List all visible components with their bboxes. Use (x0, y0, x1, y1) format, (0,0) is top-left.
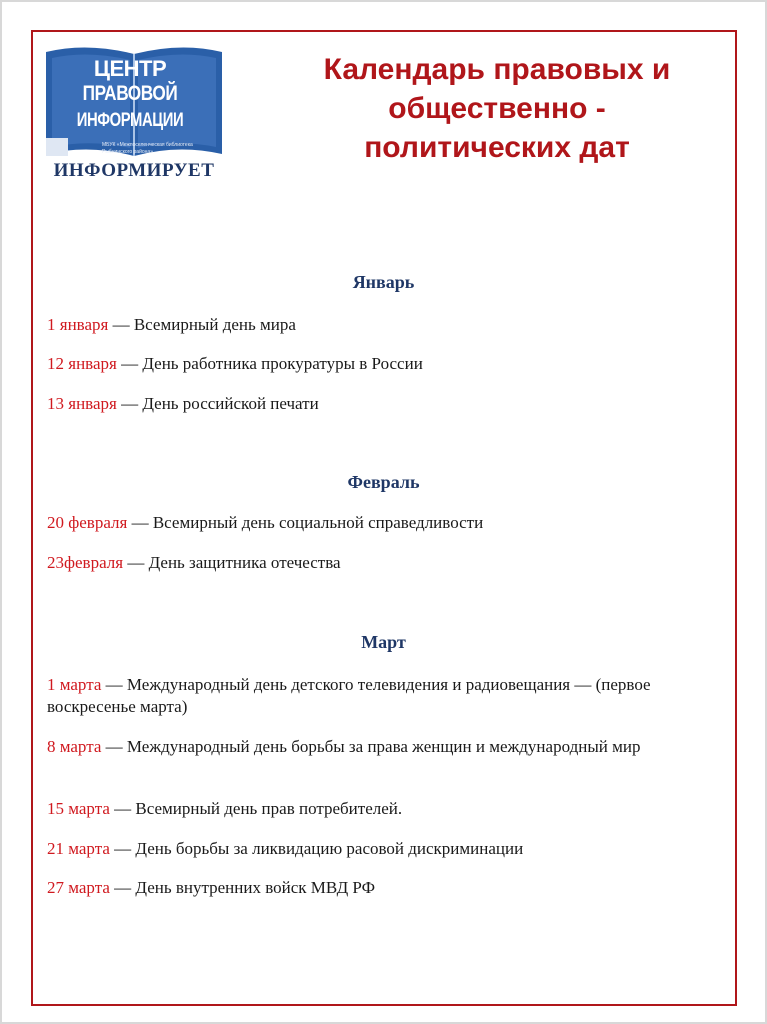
title-line-2: общественно - (388, 92, 606, 125)
entry-date: 21 марта (47, 839, 110, 858)
entry-text: — День работника прокуратуры в России (116, 354, 423, 373)
list-item (47, 552, 717, 574)
entry-text: — День внутренних войск МВД РФ (109, 878, 376, 897)
list-item (47, 877, 717, 899)
entry-text: — Всемирный день мира (108, 315, 296, 334)
list-item (47, 674, 717, 718)
logo (42, 44, 226, 184)
month-heading-january: Январь (352, 272, 415, 292)
entry-text: — День борьбы за ликвидацию расовой дискриминации (109, 839, 524, 858)
list-item (47, 314, 717, 336)
list-item (47, 512, 717, 534)
entry-date: 8 марта (47, 737, 102, 756)
entry-date: 23февраля (47, 553, 124, 572)
entry-date: 1 марта (47, 675, 102, 694)
list-item (47, 353, 717, 375)
logo-line-legal: ПРАВОВОЙ (82, 82, 178, 105)
entry-text: — День российской печати (116, 394, 319, 413)
entry-text: — Международный день детского телевидения и радиовещания — (первое воскресенье марта) (47, 675, 651, 716)
entry-date: 12 января (47, 354, 117, 373)
month-heading-february: Февраль (347, 472, 420, 492)
title-line-3: политических дат (364, 131, 630, 164)
entry-text: — Всемирный день прав потребителей. (109, 799, 403, 818)
logo-informs: ИНФОРМИРУЕТ (53, 160, 215, 181)
title-line-1: Календарь правовых и (323, 53, 671, 86)
entry-text: — Всемирный день социальной справедливости (127, 513, 484, 532)
entry-date: 1 января (47, 315, 109, 334)
entry-text: — День защитника отечества (123, 553, 341, 572)
month-heading-march: Март (361, 632, 406, 652)
entry-date: 27 марта (47, 878, 110, 897)
logo-library-name: МБУК «Межпоселенческая библиотека Рыбнинского района» (102, 142, 193, 155)
list-item (47, 798, 717, 820)
list-item (47, 838, 717, 860)
entry-date: 20 февраля (47, 513, 128, 532)
list-item (47, 736, 717, 758)
list-item (47, 393, 717, 415)
page-title (262, 50, 732, 167)
entry-date: 13 января (47, 394, 117, 413)
entry-text: — Международный день борьбы за права женщин и международный мир (101, 737, 641, 756)
entry-date: 15 марта (47, 799, 110, 818)
logo-line-center: ЦЕНТР (93, 56, 167, 81)
logo-line-information: ИНФОРМАЦИИ (76, 110, 184, 131)
